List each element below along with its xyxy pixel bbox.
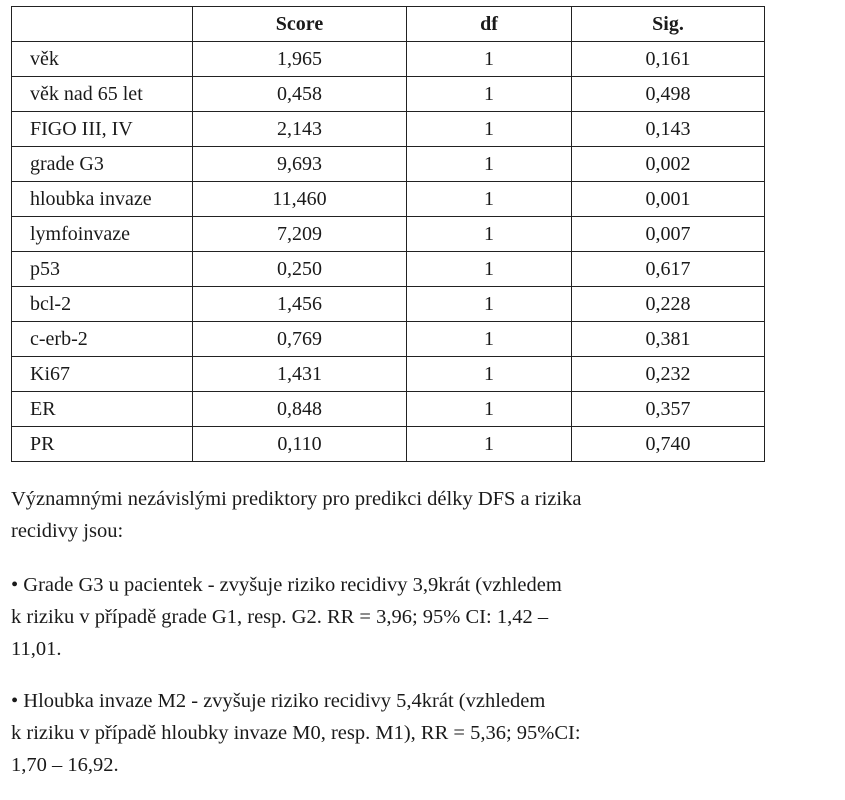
table-row — [12, 77, 765, 112]
bullet-line: 1,70 – 16,92. — [11, 754, 119, 776]
table-row — [12, 427, 765, 462]
row-sig: 0,498 — [572, 77, 765, 112]
row-df: 1 — [407, 217, 572, 252]
table-row — [12, 357, 765, 392]
row-df: 1 — [407, 42, 572, 77]
row-label: lymfoinvaze — [12, 217, 193, 252]
table-row — [12, 182, 765, 217]
bullet-paragraph-invasion-depth — [11, 685, 791, 781]
row-score: 9,693 — [193, 147, 407, 182]
row-sig: 0,232 — [572, 357, 765, 392]
row-df: 1 — [407, 392, 572, 427]
row-sig: 0,357 — [572, 392, 765, 427]
table-row — [12, 252, 765, 287]
row-df: 1 — [407, 182, 572, 217]
row-label: c-erb-2 — [12, 322, 193, 357]
row-score: 0,848 — [193, 392, 407, 427]
bullet-line: k riziku v případě grade G1, resp. G2. RR = 3,96; 95% CI: 1,42 – — [11, 606, 549, 628]
bullet-line: • Grade G3 u pacientek - zvyšuje riziko recidivy 3,9krát (vzhledem — [11, 574, 562, 596]
row-score: 0,458 — [193, 77, 407, 112]
row-score: 0,110 — [193, 427, 407, 462]
row-label: ER — [12, 392, 193, 427]
row-label: grade G3 — [12, 147, 193, 182]
bullet-line: k riziku v případě hloubky invaze M0, resp. M1), RR = 5,36; 95%CI: — [11, 722, 581, 744]
score-table — [11, 6, 765, 462]
bullet-line: • Hloubka invaze M2 - zvyšuje riziko recidivy 5,4krát (vzhledem — [11, 690, 546, 712]
row-sig: 0,001 — [572, 182, 765, 217]
row-df: 1 — [407, 357, 572, 392]
table-row — [12, 217, 765, 252]
row-label: FIGO III, IV — [12, 112, 193, 147]
table-row — [12, 42, 765, 77]
intro-line: recidivy jsou: — [11, 520, 124, 542]
row-label: věk — [12, 42, 193, 77]
row-df: 1 — [407, 112, 572, 147]
row-sig: 0,161 — [572, 42, 765, 77]
row-df: 1 — [407, 147, 572, 182]
row-score: 2,143 — [193, 112, 407, 147]
row-label: bcl-2 — [12, 287, 193, 322]
row-sig: 0,740 — [572, 427, 765, 462]
bullet-line: 11,01. — [11, 638, 62, 660]
row-sig: 0,007 — [572, 217, 765, 252]
table-header-row — [12, 7, 765, 42]
table-row — [12, 287, 765, 322]
row-label: Ki67 — [12, 357, 193, 392]
table-row — [12, 322, 765, 357]
header-df: df — [407, 7, 572, 42]
header-score: Score — [193, 7, 407, 42]
row-label: p53 — [12, 252, 193, 287]
row-score: 1,456 — [193, 287, 407, 322]
bullet-paragraph-grade — [11, 569, 791, 665]
row-score: 7,209 — [193, 217, 407, 252]
row-df: 1 — [407, 427, 572, 462]
row-df: 1 — [407, 252, 572, 287]
row-df: 1 — [407, 77, 572, 112]
row-score: 11,460 — [193, 182, 407, 217]
header-sig: Sig. — [572, 7, 765, 42]
intro-line: Významnými nezávislými prediktory pro predikci délky DFS a rizika — [11, 488, 582, 510]
row-label: PR — [12, 427, 193, 462]
row-score: 1,965 — [193, 42, 407, 77]
header-empty — [12, 7, 193, 42]
row-score: 0,250 — [193, 252, 407, 287]
table-row — [12, 147, 765, 182]
row-score: 1,431 — [193, 357, 407, 392]
row-sig: 0,617 — [572, 252, 765, 287]
row-score: 0,769 — [193, 322, 407, 357]
row-df: 1 — [407, 287, 572, 322]
row-sig: 0,381 — [572, 322, 765, 357]
row-sig: 0,002 — [572, 147, 765, 182]
intro-paragraph — [11, 483, 791, 547]
row-sig: 0,143 — [572, 112, 765, 147]
row-sig: 0,228 — [572, 287, 765, 322]
table-body — [12, 42, 765, 462]
table-row — [12, 112, 765, 147]
table-row — [12, 392, 765, 427]
row-df: 1 — [407, 322, 572, 357]
row-label: hloubka invaze — [12, 182, 193, 217]
row-label: věk nad 65 let — [12, 77, 193, 112]
